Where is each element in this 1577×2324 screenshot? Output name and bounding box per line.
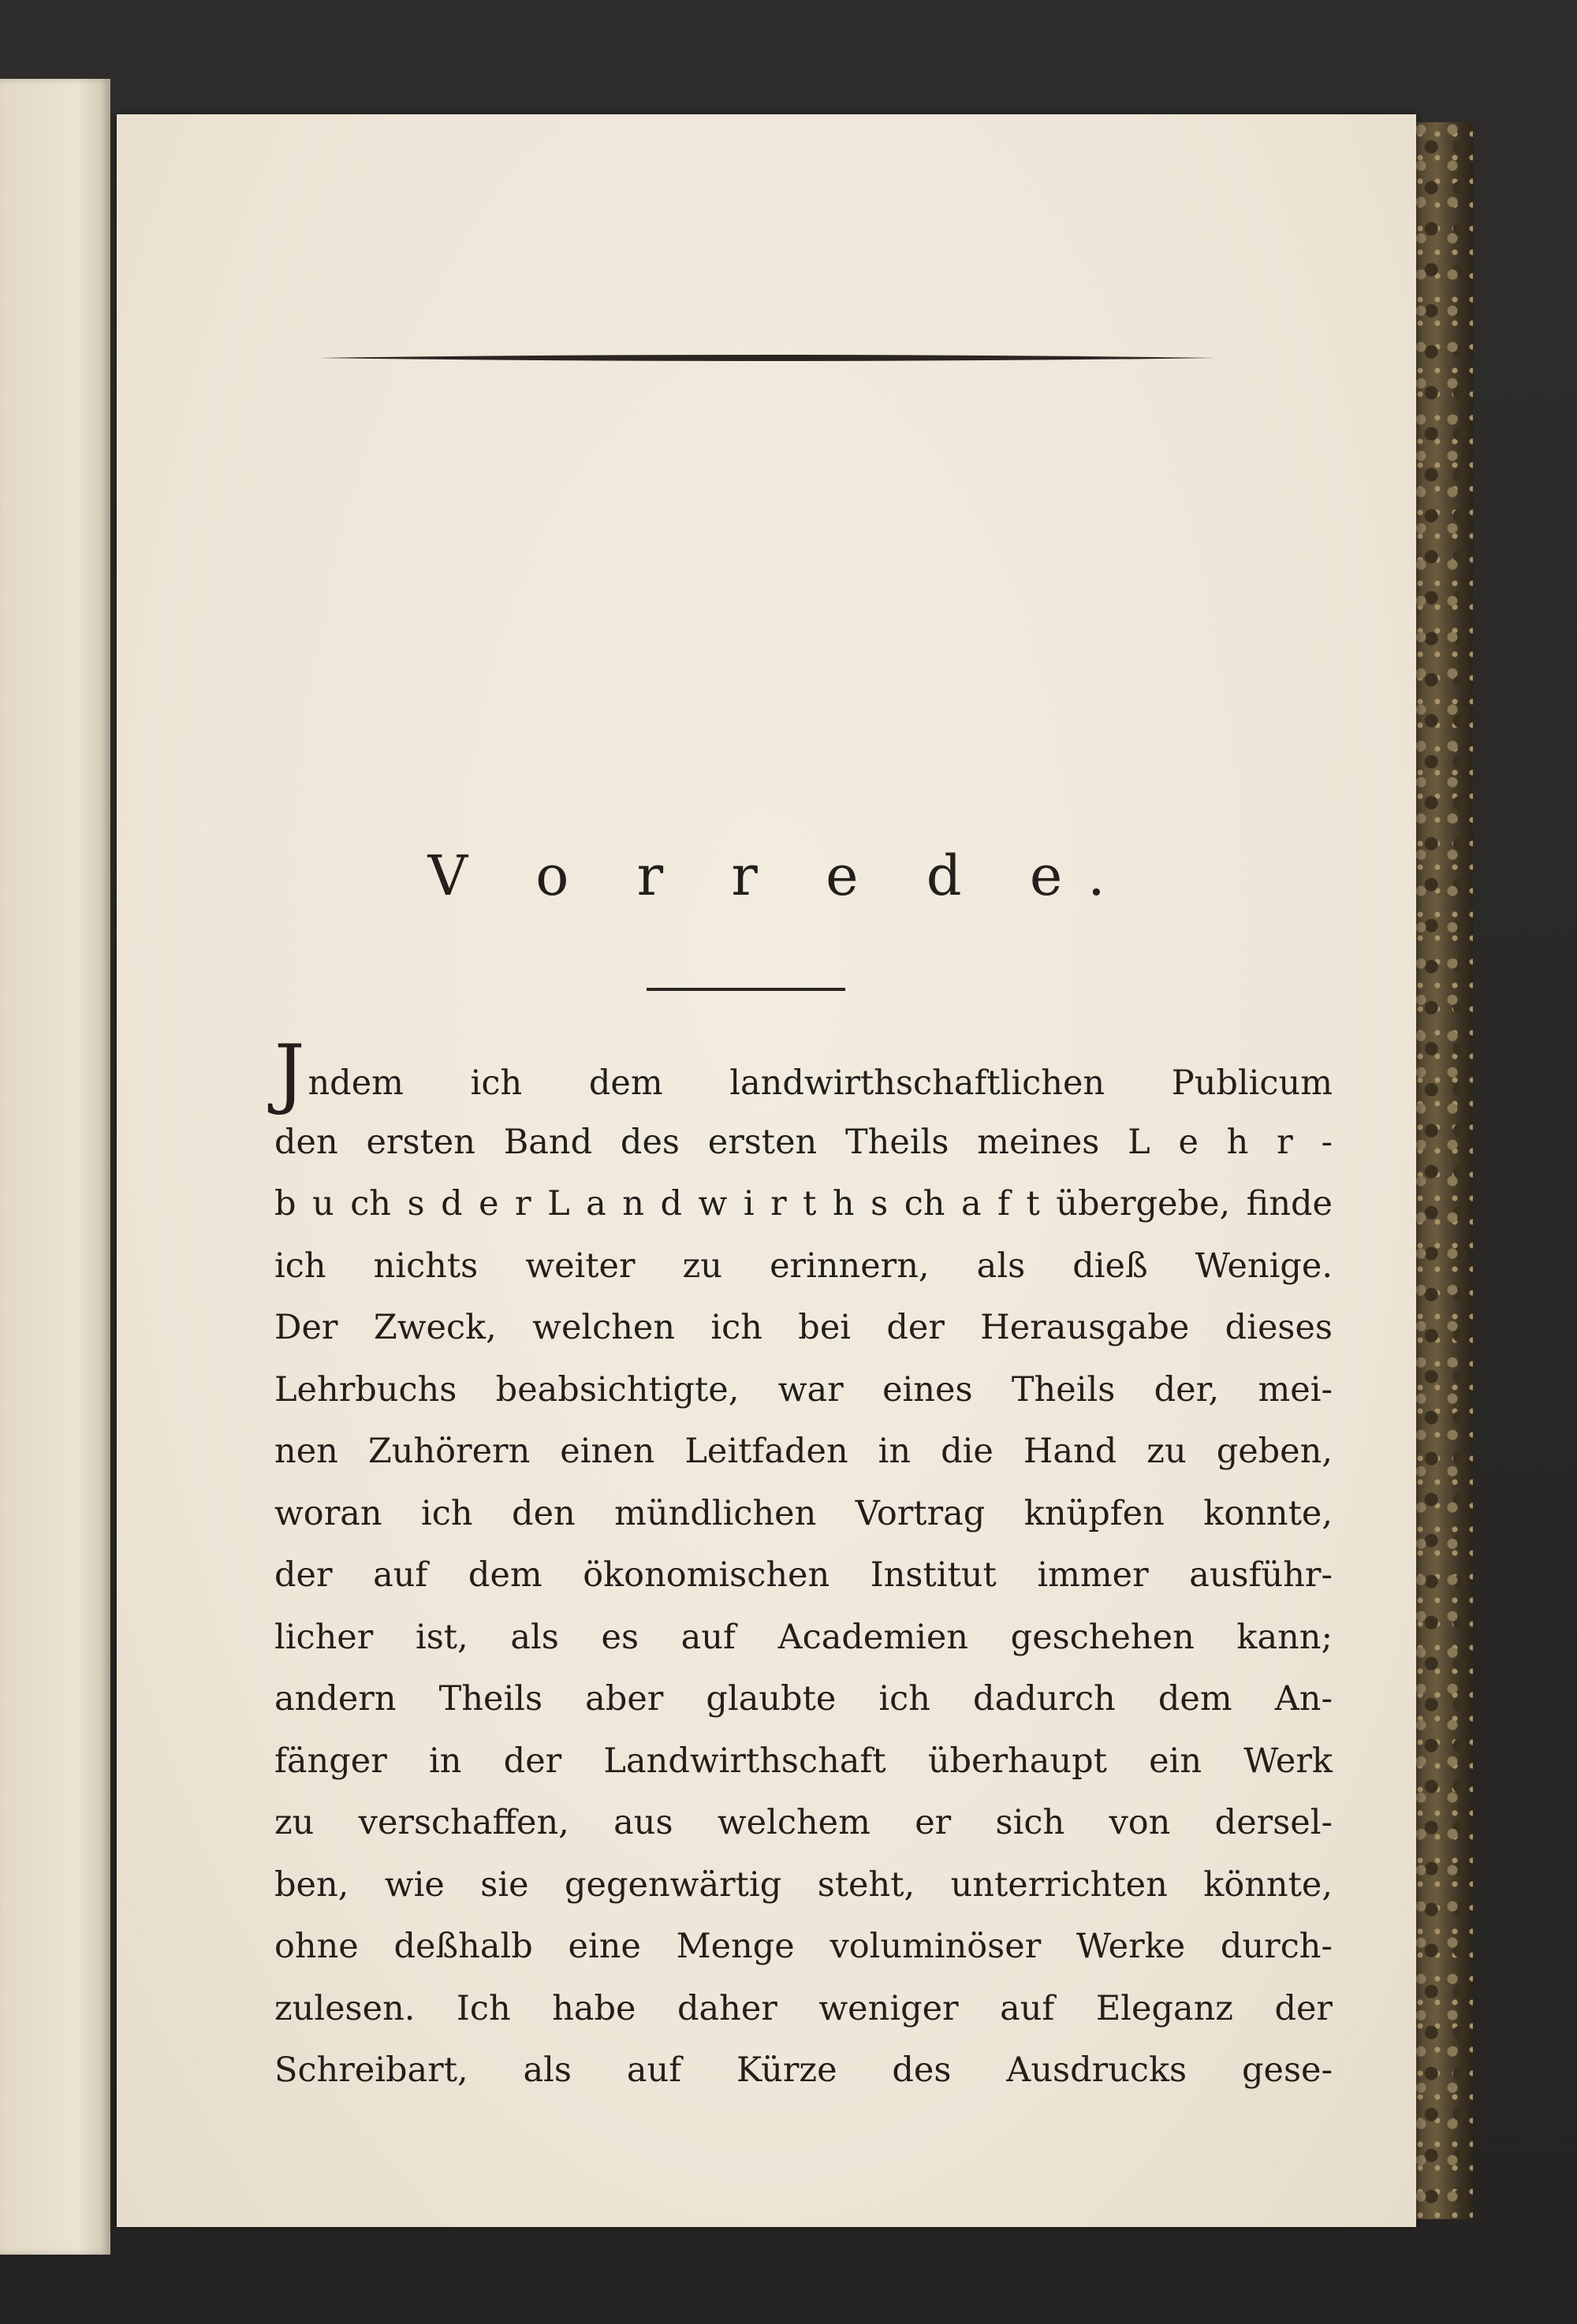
book-page (117, 114, 1416, 2227)
title-rule (647, 988, 845, 991)
body-text (274, 1029, 1333, 2102)
drop-cap: J (274, 1029, 305, 1117)
text-line: woran ich den mündlichen Vortrag knüpfen konnte, (274, 1493, 1333, 1533)
text-line: b u ch s d e r L a n d w i r t h s ch a f t übergebe, finde (274, 1184, 1333, 1223)
text-line: licher ist, als es auf Academien geschehen kann; (274, 1617, 1333, 1657)
text-line: zulesen. Ich habe daher weniger auf Eleganz der (274, 1988, 1333, 2028)
text-line: fänger in der Landwirthschaft überhaupt ein Werk (274, 1741, 1333, 1781)
text-line: Lehrbuchs beabsichtigte, war eines Theils der, mei- (274, 1369, 1333, 1410)
text-line: den ersten Band des ersten Theils meines L e h r - (274, 1122, 1333, 1162)
text-line: der auf dem ökonomischen Institut immer ausführ- (274, 1555, 1333, 1595)
text-line: ich nichts weiter zu erinnern, als dieß Wenige. (274, 1246, 1333, 1286)
left-page-edge (0, 79, 110, 2255)
text-line: ohne deßhalb eine Menge voluminöser Werke durch- (274, 1927, 1333, 1966)
text-line: andern Theils aber glaubte ich dadurch dem An- (274, 1679, 1333, 1719)
page-title: V o r r e d e. (427, 844, 1131, 908)
marbled-book-edge (1411, 122, 1473, 2219)
text-line-content: ndem ich dem landwirthschaftlichen Publicum (308, 1063, 1333, 1103)
text-line: ben, wie sie gegenwärtig steht, unterrichten könnte, (274, 1864, 1333, 1905)
text-line: zu verschaffen, aus welchem er sich von dersel- (274, 1803, 1333, 1842)
text-line: Der Zweck, welchen ich bei der Herausgabe dieses (274, 1308, 1333, 1347)
text-line: nen Zuhörern einen Leitfaden in die Hand zu geben, (274, 1432, 1333, 1471)
text-line (274, 1029, 1333, 1117)
text-line: Schreibart, als auf Kürze des Ausdrucks gese- (274, 2050, 1333, 2090)
ornamental-rule (318, 353, 1217, 363)
